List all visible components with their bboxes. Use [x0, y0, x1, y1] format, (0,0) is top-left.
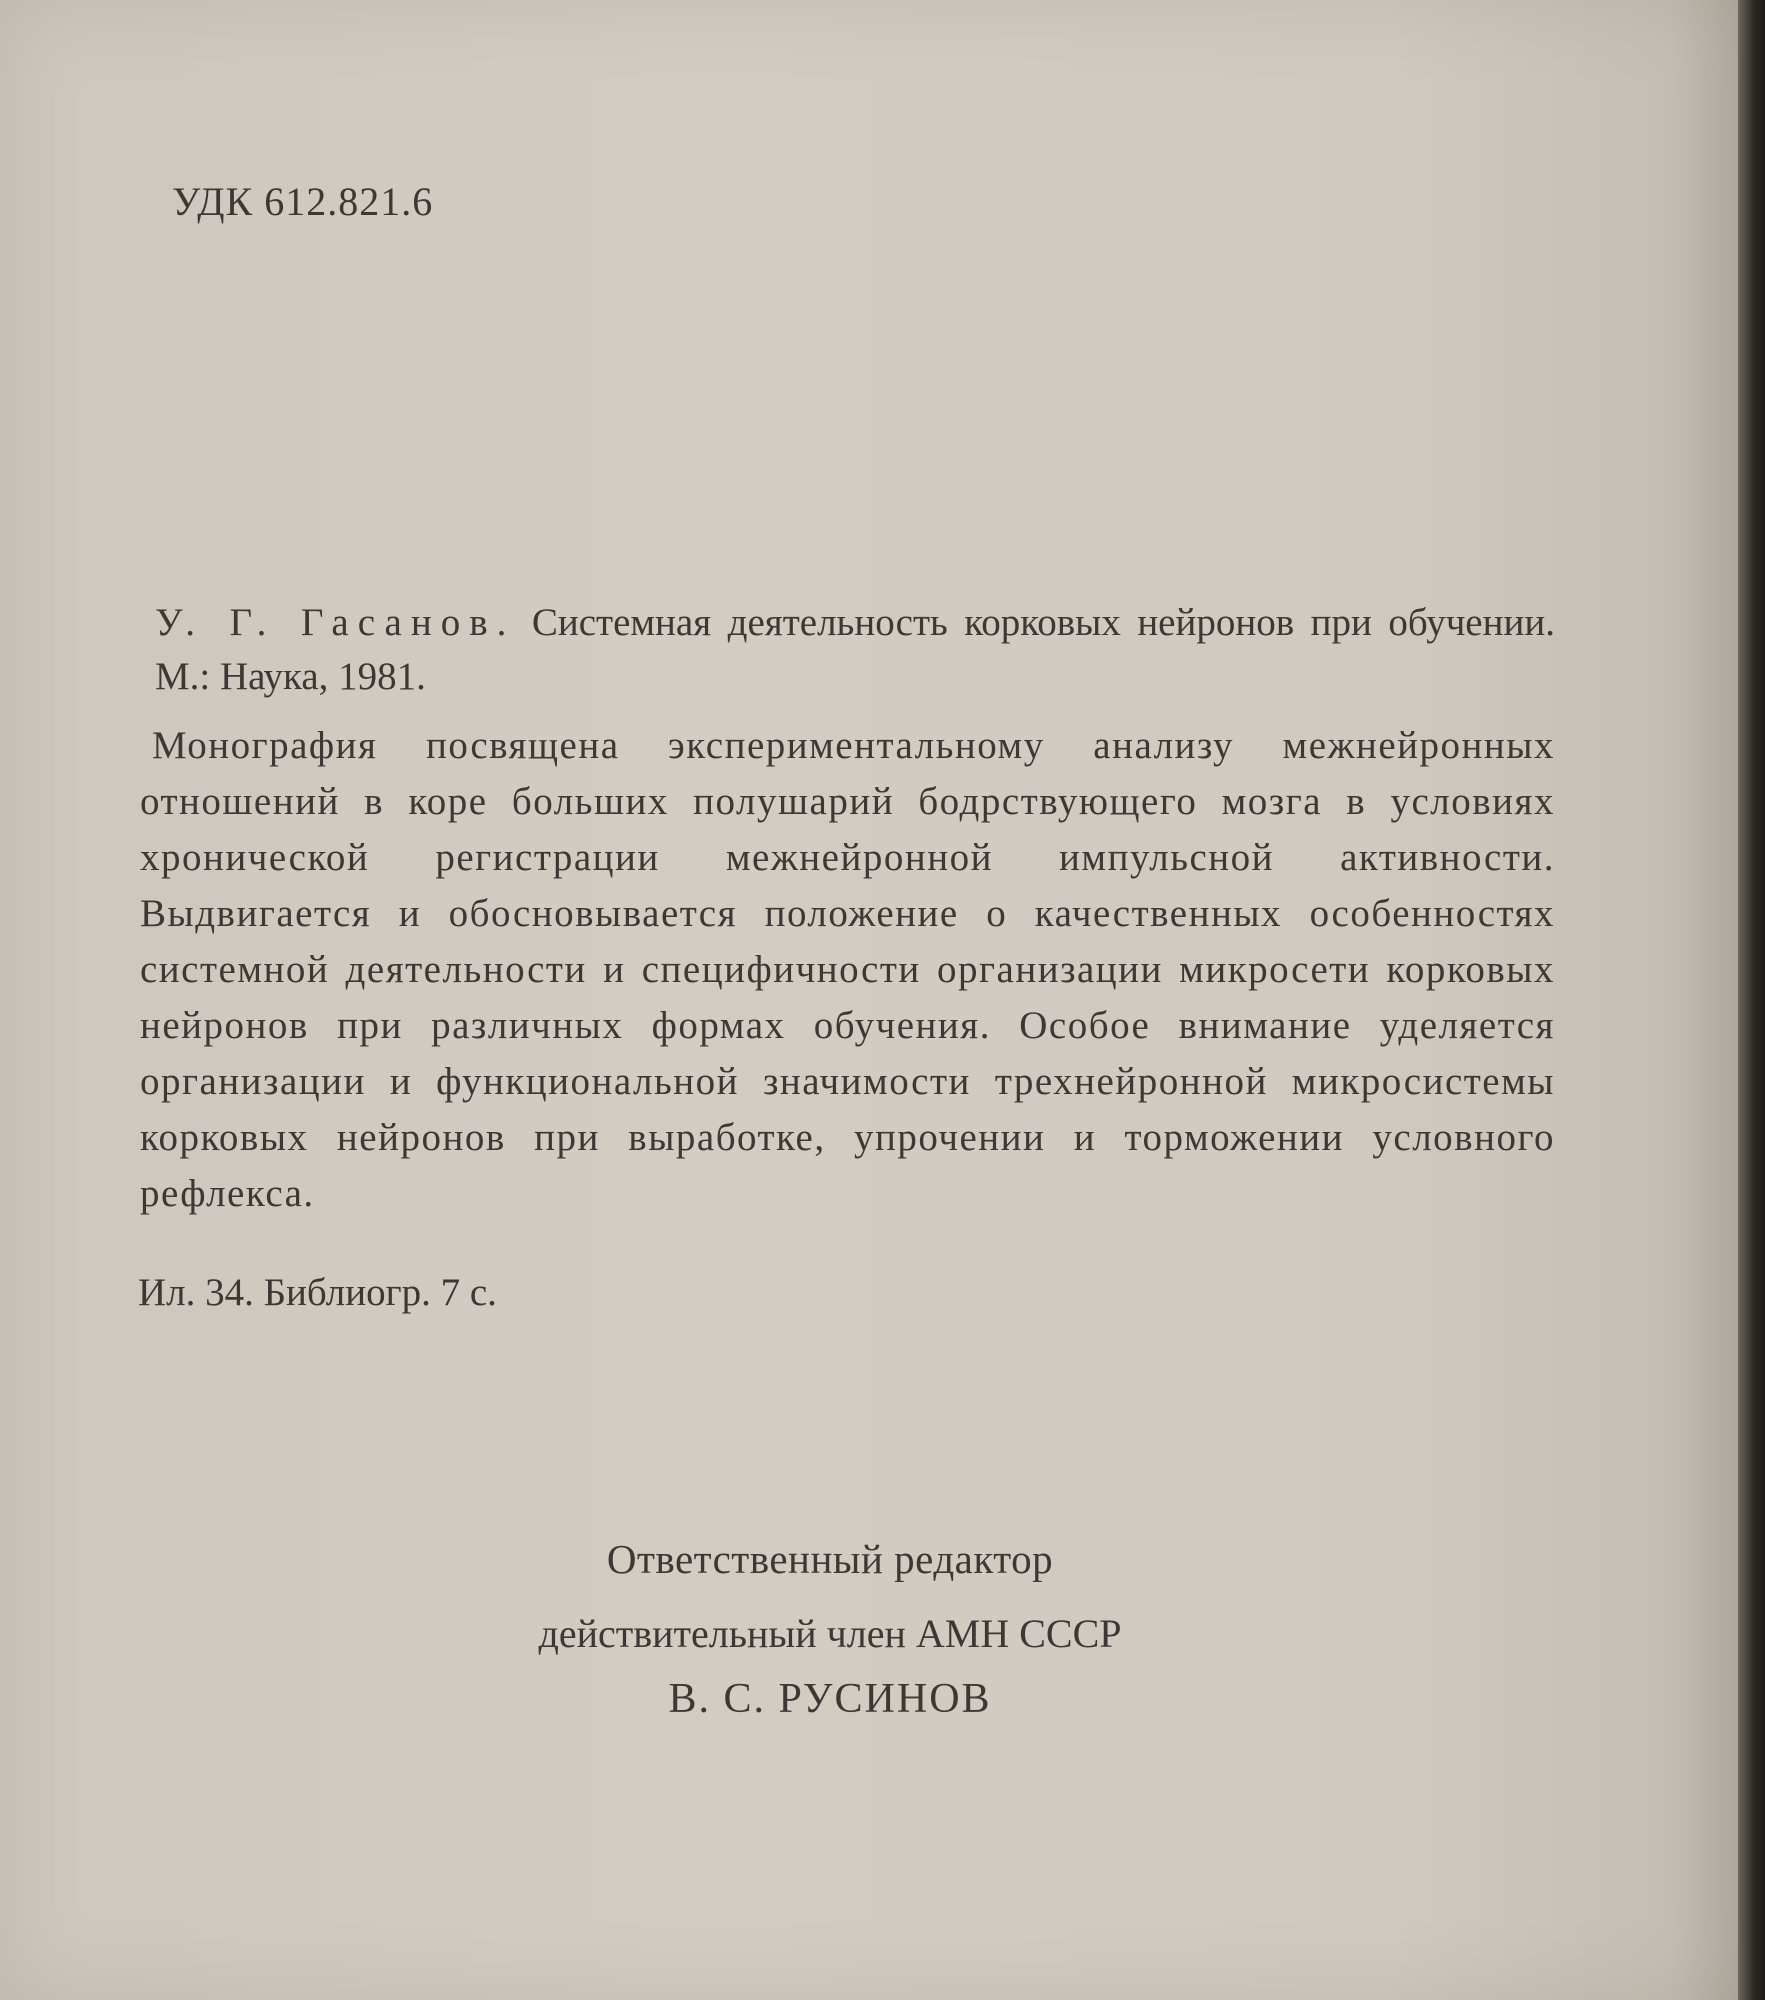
- editor-role: Ответственный редактор: [606, 1536, 1054, 1582]
- citation-text: Системная деятельность корковых нейронов при обучении. М.: Наука, 1981.: [155, 601, 1555, 698]
- udk-code: УДК 612.821.6: [172, 179, 434, 224]
- editor-title: действительный член АМН СССР: [538, 1611, 1122, 1656]
- editor-name: В. С. РУСИНОВ: [668, 1676, 992, 1722]
- page-edge: [1738, 0, 1765, 2000]
- illustrations-bibliography: Ил. 34. Библиогр. 7 с.: [138, 1271, 497, 1314]
- bibliographic-citation: [155, 596, 1555, 704]
- citation-author: У. Г. Гасанов.: [155, 601, 516, 644]
- abstract-paragraph: Монография посвящена экспериментальному анализу межнейронных отношений в коре больших полушарий бодрствующего мозга в условиях хронической регистрации межнейронной импульсной активности. Выдвигается и обосновывается положение о качественных особенностях системной деятельности и специфичности организации микросети корковых нейронов при различных формах обучения. Особое внимание уделяется организации и функциональной значимости трехнейронной микросистемы корковых нейронов при выработке, упрочении и торможении условного рефлекса.: [140, 724, 1555, 1215]
